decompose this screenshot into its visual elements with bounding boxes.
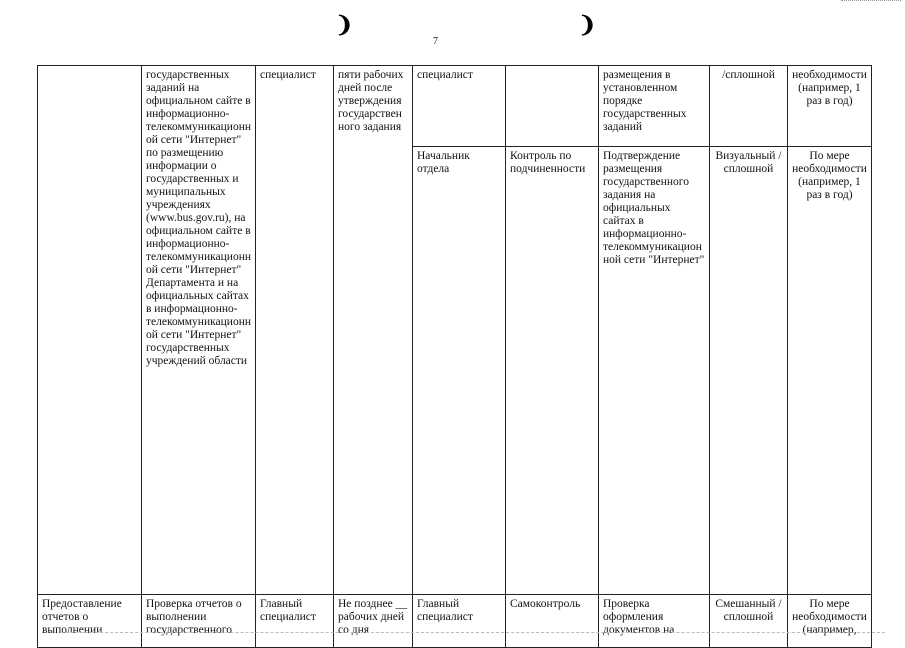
control-subject-cell: размещения в установленном порядке государственных заданий [599,66,710,147]
executor-cell: специалист [256,66,334,595]
binder-hole-mark-right: ❩ [578,12,597,37]
deadline-cell: Не позднее __ рабочих дней со дня [334,595,413,648]
controller-cell: Начальник отдела [413,147,506,595]
control-method-cell [506,66,599,147]
control-subject-cell: Подтверждение размещения государственного задания на официальных сайтах в информационно-телекоммуникационной сети "Интернет" [599,147,710,595]
deadline-cell: пяти рабочих дней после утверждения государственного задания [334,66,413,595]
stage-cell [38,66,142,595]
operation-cell: государственных заданий на официальном сайте в информационно-телекоммуникационной сети "Интернет" по размещению информации о государственных и муниципальных учреждениях (www.bus.gov.ru), на официальном сайте в информационно-телекоммуникационной сети "Интернет" Департамента и на официальных сайтах в информационно-телекоммуникационной сети "Интернет" государственных учреждений области [142,66,256,595]
executor-cell: Главный специалист [256,595,334,648]
control-form-cell: Визуальный /сплошной [710,147,788,595]
periodicity-cell: По мере необходимости (например, [788,595,872,648]
scan-corner-mark [841,0,901,3]
control-form-cell: Смешанный /сплошной [710,595,788,648]
table-row [38,66,872,147]
periodicity-cell: По мере необходимости (например, 1 раз в год) [788,147,872,595]
scan-footer-noise [60,632,885,635]
controller-cell: Главный специалист [413,595,506,648]
periodicity-cell: необходимости (например, 1 раз в год) [788,66,872,147]
control-method-cell: Самоконтроль [506,595,599,648]
control-subject-cell: Проверка оформления документов на [599,595,710,648]
control-form-cell: /сплошной [710,66,788,147]
controller-cell: специалист [413,66,506,147]
control-procedures-table [37,65,872,648]
control-method-cell: Контроль по подчиненности [506,147,599,595]
binder-hole-mark-left: ❩ [335,12,354,37]
stage-cell: Предоставление отчетов о выполнении [38,595,142,648]
page-number: 7 [433,36,438,47]
operation-cell: Проверка отчетов о выполнении государственного [142,595,256,648]
